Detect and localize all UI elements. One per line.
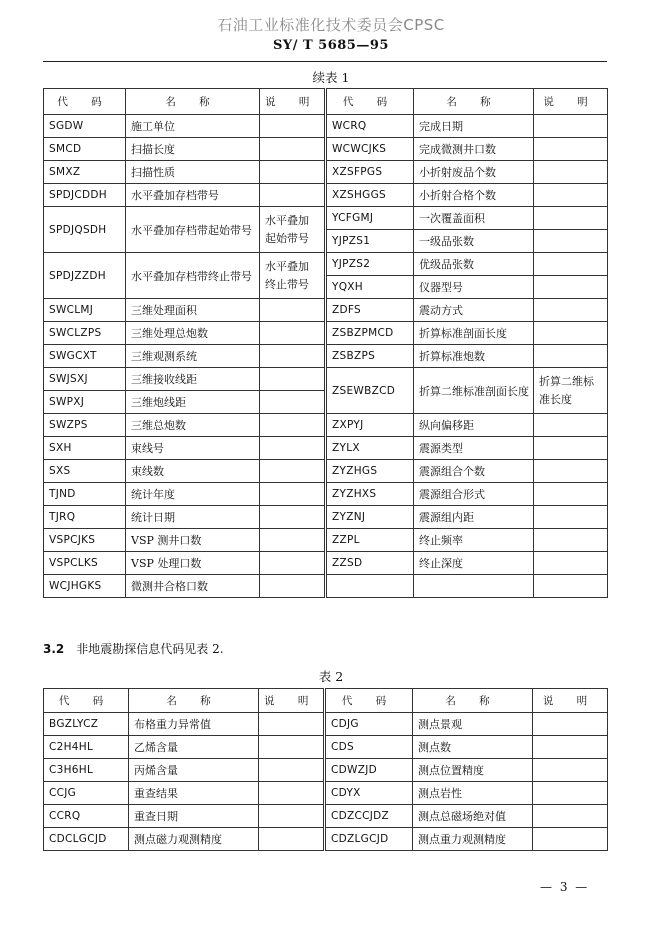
- table-cell: 三维观测系统: [126, 345, 260, 368]
- table-cell: CCRQ: [44, 805, 129, 828]
- table-cell: [534, 138, 608, 161]
- table-cell: 扫描长度: [126, 138, 260, 161]
- table-cell: YJPZS1: [326, 230, 414, 253]
- table1-header-code-2: 代 码: [326, 89, 414, 115]
- table-cell: 完成日期: [414, 115, 534, 138]
- table-cell: [260, 460, 326, 483]
- table-cell: 微测井合格口数: [126, 575, 260, 598]
- table-cell: 束线数: [126, 460, 260, 483]
- table-cell: SMXZ: [44, 161, 126, 184]
- section-3-2: [43, 640, 224, 657]
- table-cell: 震动方式: [414, 299, 534, 322]
- table-cell: 扫描性质: [126, 161, 260, 184]
- table-cell: 折算标准炮数: [414, 345, 534, 368]
- table-cell: [260, 414, 326, 437]
- table1-header-row: [44, 89, 608, 115]
- table-cell: ZDFS: [326, 299, 414, 322]
- table-row: [44, 575, 608, 598]
- table-cell: VSP 处理口数: [126, 552, 260, 575]
- table-cell: [534, 322, 608, 345]
- table-cell: 一次覆盖面积: [414, 207, 534, 230]
- table-cell: [326, 575, 414, 598]
- table-cell: XZSHGGS: [326, 184, 414, 207]
- table1-caption: 续表 1: [312, 70, 350, 85]
- table-cell: [534, 299, 608, 322]
- table-row: [44, 368, 608, 391]
- table-cell: [260, 138, 326, 161]
- table-cell: WCRQ: [326, 115, 414, 138]
- table-cell: SWGCXT: [44, 345, 126, 368]
- table2-header-note-2: 说 明: [533, 689, 608, 713]
- table-cell: 三维接收线距: [126, 368, 260, 391]
- table-cell: [534, 345, 608, 368]
- table-cell: TJND: [44, 483, 126, 506]
- table-cell: 统计年度: [126, 483, 260, 506]
- table-cell: 乙烯含量: [129, 736, 259, 759]
- table-row: [44, 414, 608, 437]
- table-cell: SXH: [44, 437, 126, 460]
- table-cell: 水平叠加存档带终止带号: [126, 253, 260, 299]
- table-cell: SPDJCDDH: [44, 184, 126, 207]
- table-cell: 震源组合形式: [414, 483, 534, 506]
- table-cell: 重查日期: [129, 805, 259, 828]
- table-cell: 测点磁力观测精度: [129, 828, 259, 851]
- table-cell: 测点位置精度: [413, 759, 533, 782]
- table-row: [44, 713, 608, 736]
- table-cell: ZSBZPS: [326, 345, 414, 368]
- table-cell: 水平叠加存档带号: [126, 184, 260, 207]
- table2-header-name-2: 名 称: [413, 689, 533, 713]
- table-cell: 水平叠加存档带起始带号: [126, 207, 260, 253]
- table-cell: 折算标准剖面长度: [414, 322, 534, 345]
- table-cell: ZYZHXS: [326, 483, 414, 506]
- table-cell: 三维处理面积: [126, 299, 260, 322]
- table-cell: [534, 483, 608, 506]
- table-cell: 优级品张数: [414, 253, 534, 276]
- table-cell: [534, 575, 608, 598]
- table-cell: 三维炮线距: [126, 391, 260, 414]
- table-cell: ZZPL: [326, 529, 414, 552]
- table-cell: CDZCCJDZ: [325, 805, 413, 828]
- table-cell: SGDW: [44, 115, 126, 138]
- table-cell: 统计日期: [126, 506, 260, 529]
- table-row: [44, 782, 608, 805]
- table-cell: [260, 184, 326, 207]
- table-cell: 小折射废品个数: [414, 161, 534, 184]
- table-cell: [533, 828, 608, 851]
- table-cell: CDYX: [325, 782, 413, 805]
- table-cell: SPDJQSDH: [44, 207, 126, 253]
- table-row: [44, 506, 608, 529]
- table-cell: CDWZJD: [325, 759, 413, 782]
- table-cell: [533, 782, 608, 805]
- table-cell: 测点景观: [413, 713, 533, 736]
- table-cell: [533, 736, 608, 759]
- table-cell: [534, 276, 608, 299]
- table-cell: [259, 713, 325, 736]
- table1-header-name-2: 名 称: [414, 89, 534, 115]
- table-row: [44, 322, 608, 345]
- table-row: [44, 253, 608, 276]
- table-row: [44, 736, 608, 759]
- table-cell: 施工单位: [126, 115, 260, 138]
- watermark-header: 石油工业标准化技术委员会CPSC: [217, 16, 445, 34]
- table-cell: [534, 506, 608, 529]
- table-cell: VSPCLKS: [44, 552, 126, 575]
- table-cell: ZSEWBZCD: [326, 368, 414, 414]
- table-cell: SWZPS: [44, 414, 126, 437]
- table-cell: [260, 391, 326, 414]
- table1-header-name: 名 称: [126, 89, 260, 115]
- table2-header-code-2: 代 码: [325, 689, 413, 713]
- table-cell: XZSFPGS: [326, 161, 414, 184]
- table-cell: [534, 184, 608, 207]
- table-cell: CDJG: [325, 713, 413, 736]
- table1: [43, 88, 608, 598]
- table-cell: CDZLGCJD: [325, 828, 413, 851]
- table-cell: [260, 322, 326, 345]
- table-cell: 束线号: [126, 437, 260, 460]
- table-cell: VSP 测井口数: [126, 529, 260, 552]
- table-row: [44, 460, 608, 483]
- table-cell: [533, 805, 608, 828]
- table-cell: SWCLMJ: [44, 299, 126, 322]
- table2-header-note: 说 明: [259, 689, 325, 713]
- table-cell: 重查结果: [129, 782, 259, 805]
- table-cell: 小折射合格个数: [414, 184, 534, 207]
- table-row: [44, 437, 608, 460]
- table-cell: WCWCJKS: [326, 138, 414, 161]
- table-cell: [260, 575, 326, 598]
- table-cell: CDS: [325, 736, 413, 759]
- table-cell: 三维处理总炮数: [126, 322, 260, 345]
- table-cell: [260, 368, 326, 391]
- table-cell: [534, 115, 608, 138]
- table-cell: [414, 575, 534, 598]
- table-cell: [260, 437, 326, 460]
- table2: [43, 688, 608, 851]
- table-cell: SWCLZPS: [44, 322, 126, 345]
- table2-header-name: 名 称: [129, 689, 259, 713]
- table-cell: [260, 115, 326, 138]
- table-cell: 震源组合个数: [414, 460, 534, 483]
- table-cell: 终止深度: [414, 552, 534, 575]
- table-row: [44, 161, 608, 184]
- table-cell: [534, 230, 608, 253]
- header-rule: [43, 61, 607, 62]
- table-cell: CCJG: [44, 782, 129, 805]
- table-cell: 测点重力观测精度: [413, 828, 533, 851]
- table-cell: YCFGMJ: [326, 207, 414, 230]
- table-cell: [259, 782, 325, 805]
- table-row: [44, 115, 608, 138]
- section-number: 3.2: [43, 642, 65, 656]
- table-row: [44, 184, 608, 207]
- table-cell: SXS: [44, 460, 126, 483]
- table-cell: [534, 253, 608, 276]
- table-cell: [260, 299, 326, 322]
- table-cell: C3H6HL: [44, 759, 129, 782]
- table-cell: [260, 161, 326, 184]
- table1-header-note: 说 明: [260, 89, 326, 115]
- table-row: [44, 828, 608, 851]
- table2-header-code: 代 码: [44, 689, 129, 713]
- table-cell: [533, 713, 608, 736]
- table-cell: 测点岩性: [413, 782, 533, 805]
- page-number: — 3 —: [540, 880, 590, 894]
- table-cell: YJPZS2: [326, 253, 414, 276]
- table-cell: SPDJZZDH: [44, 253, 126, 299]
- table-row: [44, 345, 608, 368]
- table-cell: [259, 759, 325, 782]
- table-cell: 纵向偏移距: [414, 414, 534, 437]
- table1-header-note-2: 说 明: [534, 89, 608, 115]
- table-row: [44, 529, 608, 552]
- section-text: 非地震勘探信息代码见表 2.: [76, 642, 224, 656]
- table-cell: 布格重力异常值: [129, 713, 259, 736]
- table-cell: SWJSXJ: [44, 368, 126, 391]
- table-cell: ZXPYJ: [326, 414, 414, 437]
- table-cell: [534, 529, 608, 552]
- table-cell: [534, 552, 608, 575]
- table-cell: C2H4HL: [44, 736, 129, 759]
- table-cell: 折算二维标准剖面长度: [414, 368, 534, 414]
- table-cell: [260, 552, 326, 575]
- table-cell: ZYZHGS: [326, 460, 414, 483]
- table-cell: 测点总磁场绝对值: [413, 805, 533, 828]
- table-cell: 一级品张数: [414, 230, 534, 253]
- table-cell: 仪器型号: [414, 276, 534, 299]
- table-cell-note: 折算二维标准长度: [534, 368, 608, 414]
- table-row: [44, 299, 608, 322]
- table-cell-note: 水平叠加终止带号: [260, 253, 326, 299]
- table-cell: [260, 529, 326, 552]
- table1-header-code: 代 码: [44, 89, 126, 115]
- table-cell: ZZSD: [326, 552, 414, 575]
- table-row: [44, 552, 608, 575]
- table-cell: [534, 437, 608, 460]
- table2-header-row: [44, 689, 608, 713]
- table-cell: [259, 828, 325, 851]
- table-cell: [259, 736, 325, 759]
- table-cell: [534, 460, 608, 483]
- table-cell: ZYZNJ: [326, 506, 414, 529]
- table-cell: 丙烯含量: [129, 759, 259, 782]
- table-cell: CDCLGCJD: [44, 828, 129, 851]
- table-cell: YQXH: [326, 276, 414, 299]
- table-cell: ZYLX: [326, 437, 414, 460]
- table-cell: 完成微测井口数: [414, 138, 534, 161]
- table-cell: TJRQ: [44, 506, 126, 529]
- table-cell: [534, 414, 608, 437]
- table-row: [44, 805, 608, 828]
- table-cell: [260, 506, 326, 529]
- table-row: [44, 207, 608, 230]
- table-cell: [259, 805, 325, 828]
- table-cell: SWPXJ: [44, 391, 126, 414]
- table-cell: WCJHGKS: [44, 575, 126, 598]
- table-cell: [534, 161, 608, 184]
- table-cell: VSPCJKS: [44, 529, 126, 552]
- standard-number: SY/ T 5685—95: [273, 38, 389, 53]
- table-row: [44, 759, 608, 782]
- table-cell-note: 水平叠加起始带号: [260, 207, 326, 253]
- table-cell: 三维总炮数: [126, 414, 260, 437]
- table-cell: [534, 207, 608, 230]
- table-cell: 震源组内距: [414, 506, 534, 529]
- table2-caption: 表 2: [318, 669, 344, 684]
- table-cell: [533, 759, 608, 782]
- table-cell: 测点数: [413, 736, 533, 759]
- table-cell: [260, 483, 326, 506]
- table-row: [44, 483, 608, 506]
- table-cell: ZSBZPMCD: [326, 322, 414, 345]
- table-cell: 震源类型: [414, 437, 534, 460]
- table-cell: [260, 345, 326, 368]
- table-cell: BGZLYCZ: [44, 713, 129, 736]
- table-cell: SMCD: [44, 138, 126, 161]
- table-cell: 终止频率: [414, 529, 534, 552]
- table-row: [44, 138, 608, 161]
